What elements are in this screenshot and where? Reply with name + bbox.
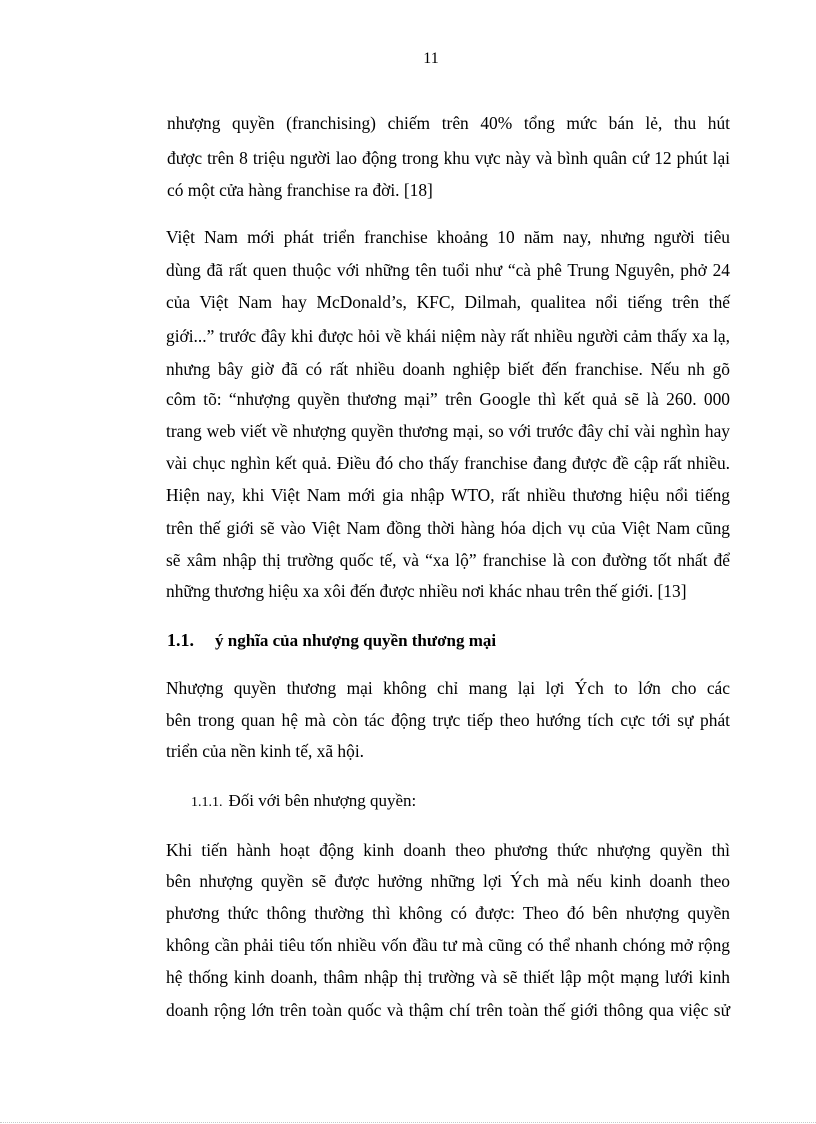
paragraph-1-line: nhượng quyền (franchising) chiếm trên 40% tổng mức bán lẻ, thu hút [167, 113, 730, 133]
paragraph-4-line: bên nhượng quyền sẽ được hưởng những lợi Ých mà nếu kinh doanh theo [166, 871, 730, 891]
paragraph-4-line: phương thức thông thường thì không có được: Theo đó bên nhượng quyền [166, 903, 730, 923]
paragraph-2-line: Việt Nam mới phát triển franchise khoảng 10 năm nay, nhưng người tiêu [166, 227, 730, 247]
paragraph-2-line: của Việt Nam hay McDonald’s, KFC, Dilmah, qualitea nổi tiếng trên thế [166, 292, 730, 312]
paragraph-2-line: giới...” trước đây khi được hỏi về khái niệm này rất nhiều người cảm thấy xa lạ, [166, 326, 730, 346]
section-title: ý nghĩa của nhượng quyền thương mại [215, 631, 497, 650]
paragraph-2-line: nhưng bây giờ đã có rất nhiều doanh nghiệp biết đến franchise. Nếu nh gõ [166, 359, 730, 379]
paragraph-2-line: côm tõ: “nhượng quyền thương mại” trên Google thì kết quả sẽ là 260. 000 [166, 389, 730, 409]
paragraph-2-line: vài chục nghìn kết quả. Điều đó cho thấy franchise đang được đề cập rất nhiều. [166, 453, 730, 473]
paragraph-1-line: có một cửa hàng franchise ra đời. [18] [167, 180, 433, 200]
paragraph-4-line: Khi tiến hành hoạt động kinh doanh theo phương thức nhượng quyền thì [166, 840, 730, 860]
paragraph-3-line: triển của nền kinh tế, xã hội. [166, 741, 364, 761]
section-number: 1.1. [167, 630, 194, 650]
page-number: 11 [423, 50, 439, 67]
paragraph-3-line: bên trong quan hệ mà còn tác động trực tiếp theo hướng tích cực tới sự phát [166, 710, 730, 730]
paragraph-2-line: sẽ xâm nhập thị trường quốc tế, và “xa lộ” franchise là con đường tốt nhất để [166, 550, 730, 570]
subsection-title: Đối với bên nhượng quyền: [228, 791, 417, 810]
paragraph-4-line: không cần phải tiêu tốn nhiều vốn đầu tư mà cũng có thể nhanh chóng mở rộng [166, 935, 730, 955]
section-heading [167, 628, 496, 653]
paragraph-4-line: doanh rộng lớn trên toàn quốc và thậm chí trên toàn thế giới thông qua việc sử [166, 1000, 730, 1020]
paragraph-2-line: những thương hiệu xa xôi đến được nhiều nơi khác nhau trên thế giới. [13] [166, 581, 687, 601]
subsection-heading [191, 790, 416, 814]
paragraph-2-line: dùng đã rất quen thuộc với những tên tuổi như “cà phê Trung Nguyên, phở 24 [166, 260, 730, 280]
paragraph-3-line: Nhượng quyền thương mại không chỉ mang lại lợi Ých to lớn cho các [166, 678, 730, 698]
paragraph-1-line: được trên 8 triệu người lao động trong khu vực này và bình quân cứ 12 phút lại [167, 148, 730, 168]
paragraph-2-line: Hiện nay, khi Việt Nam mới gia nhập WTO, rất nhiều thương hiệu nổi tiếng [166, 485, 730, 505]
paragraph-4-line: hệ thống kinh doanh, thâm nhập thị trường và sẽ thiết lập một mạng lưới kinh [166, 967, 730, 987]
subsection-number: 1.1.1. [191, 795, 223, 810]
paragraph-2-line: trên thế giới sẽ vào Việt Nam đồng thời hàng hóa dịch vụ của Việt Nam cũng [166, 518, 730, 538]
paragraph-2-line: trang web viết về nhượng quyền thương mại, so với trước đây chỉ vài nghìn hay [166, 421, 730, 441]
